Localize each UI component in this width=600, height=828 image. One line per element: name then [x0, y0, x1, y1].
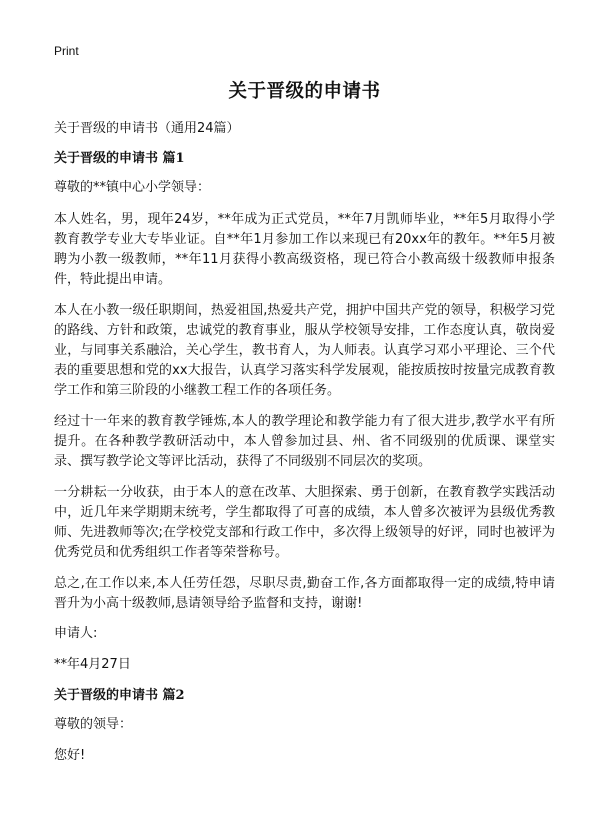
paragraph: 本人在小教一级任职期间，热爱祖国,热爱共产党，拥护中国共产党的领导，积极学习党的路线、方针和政策，忠诚党的教育事业，服从学校领导安排，工作态度认真，敬岗爱业，与同事关系融洽，关心学生，教书育人，为人师表。认真学习邓小平理论、三个代表的重要思想和党的xx大报告，认真学习落实科学发展观，能按质按时按量完成教育教学工作和第三阶段的小继教工程工作的各项任务。	[54, 303, 555, 398]
document-subtitle: 关于晋级的申请书（通用24篇）	[54, 121, 240, 136]
applicant-label: 申请人:	[54, 626, 98, 641]
section-heading: 关于晋级的申请书 篇2	[54, 688, 185, 703]
document-title: 关于晋级的申请书	[228, 81, 381, 102]
section-heading: 关于晋级的申请书 篇1	[54, 151, 185, 166]
signature-date: **年4月27日	[54, 657, 131, 672]
paragraph: 总之,在工作以来,本人任劳任怨，尽职尽责,勤奋工作,各方面都取得一定的成绩,特申请晋升为小高十级教师,恳请领导给予监督和支持，谢谢!	[54, 576, 555, 611]
paragraph: 一分耕耘一分收获，由于本人的意在改革、大胆探索、勇于创新，在教育教学实践活动中，近几年来学期期末统考，学生都取得了可喜的成绩，本人曾多次被评为县级优秀教师、先进教师等次;在学校党支部和行政工作中，多次得上级领导的好评，同时也被评为优秀党员和优秀组织工作者等荣誉称号。	[54, 485, 555, 560]
greeting: 您好!	[54, 748, 86, 763]
section-1	[54, 150, 555, 674]
paragraph: 本人姓名，男，现年24岁，**年成为正式党员，**年7月凯师毕业，**年5月取得小学教育教学专业大专毕业证。自**年1月参加工作以来现已有20xx年的教年。**年5月被聘为小教一级教师，**年11月获得小教高级资格，现已符合小教高级十级教师申报条件，特此提出申请。	[54, 212, 555, 287]
print-label: Print	[54, 44, 79, 58]
salutation: 尊敬的**镇中心小学领导：	[54, 180, 211, 195]
paragraph: 经过十一年来的教育教学锤炼,本人的教学理论和教学能力有了很大进步,教学水平有所提升。在各种教学教研活动中，本人曾参加过县、州、省不同级别的优质课、课堂实录、撰写教学论文等评比活动，获得了不同级别不同层次的奖项。	[54, 414, 555, 469]
salutation: 尊敬的领导：	[54, 717, 133, 732]
section-2	[54, 687, 555, 765]
